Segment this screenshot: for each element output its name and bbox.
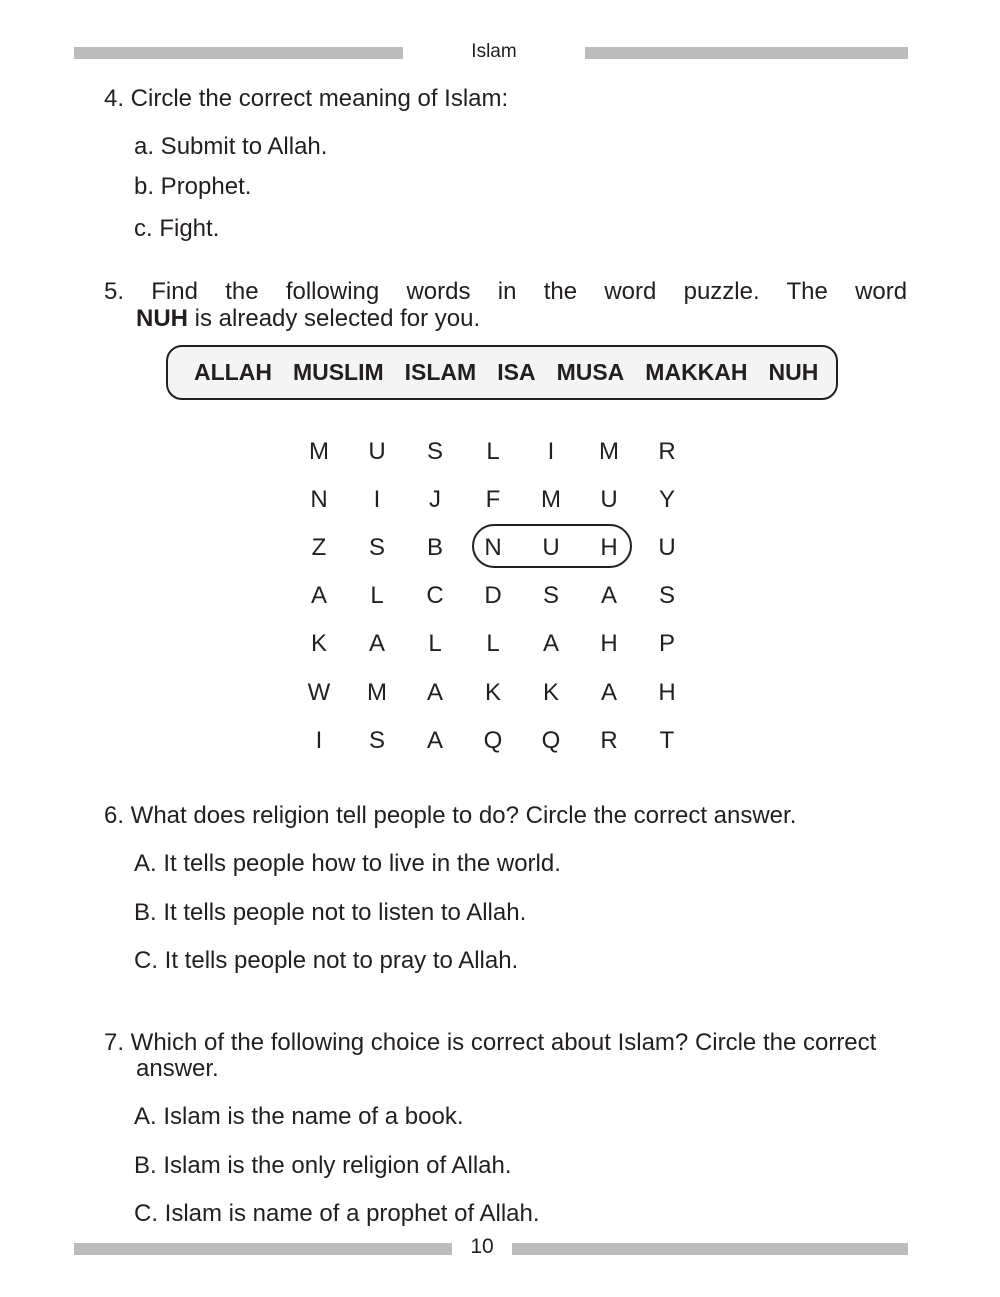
grid-row <box>290 620 696 668</box>
q5-word: word <box>855 278 908 305</box>
grid-letter[interactable]: S <box>542 582 559 609</box>
grid-letter[interactable]: A <box>426 679 443 706</box>
grid-letter[interactable]: U <box>542 534 560 561</box>
grid-letter[interactable]: K <box>542 679 559 706</box>
grid-letter[interactable]: N <box>484 534 502 561</box>
word-bank-list <box>194 347 818 398</box>
word-bank <box>166 345 838 400</box>
grid-letter[interactable]: D <box>484 582 502 609</box>
word-bank-item: NUH <box>768 359 819 385</box>
header-rule-left <box>74 47 403 59</box>
q6-option-c[interactable]: C. It tells people not to pray to Allah. <box>134 947 519 974</box>
grid-letter[interactable]: T <box>659 727 675 754</box>
grid-letter[interactable]: U <box>658 534 676 561</box>
grid-letter[interactable]: Y <box>658 486 675 513</box>
q5-word: word <box>604 278 657 305</box>
q5-word: words <box>406 278 471 305</box>
grid-letter[interactable]: M <box>541 486 561 513</box>
q7-option-a[interactable]: A. Islam is the name of a book. <box>134 1103 464 1130</box>
grid-letter[interactable]: A <box>426 727 443 754</box>
q5-bold-word: NUH <box>136 305 188 332</box>
q5-word: Find <box>151 278 198 305</box>
question-5-line1 <box>104 278 907 306</box>
page-header-title: Islam <box>471 41 517 62</box>
q5-line2-text: is already selected for you. <box>188 305 481 332</box>
grid-letter[interactable]: Q <box>541 727 561 754</box>
q7-option-c[interactable]: C. Islam is name of a prophet of Allah. <box>134 1200 540 1227</box>
grid-letter[interactable]: U <box>600 486 618 513</box>
grid-row <box>290 428 696 476</box>
grid-letter[interactable]: S <box>658 582 675 609</box>
word-bank-item: ALLAH <box>194 359 272 385</box>
grid-letter[interactable]: I <box>547 438 555 465</box>
page-number: 10 <box>470 1235 494 1258</box>
question-7-line2: answer. <box>136 1055 219 1082</box>
grid-letter[interactable]: U <box>368 438 386 465</box>
q6-option-b[interactable]: B. It tells people not to listen to Allah. <box>134 899 527 926</box>
grid-letter[interactable]: A <box>368 630 385 657</box>
grid-letter[interactable]: I <box>373 486 381 513</box>
q5-word: in <box>497 278 517 305</box>
question-5-line2 <box>136 305 480 333</box>
grid-letter[interactable]: Z <box>311 534 327 561</box>
grid-letter[interactable]: L <box>486 630 500 657</box>
grid-letter[interactable]: H <box>600 534 618 561</box>
grid-letter[interactable]: M <box>309 438 329 465</box>
grid-letter[interactable]: B <box>426 534 443 561</box>
q6-option-a[interactable]: A. It tells people how to live in the world. <box>134 850 561 877</box>
grid-letter[interactable]: W <box>307 679 331 706</box>
word-bank-item: MUSLIM <box>292 359 384 385</box>
word-bank-item: ISLAM <box>404 359 477 385</box>
grid-letter[interactable]: J <box>429 486 441 513</box>
q5-word: the <box>225 278 259 305</box>
grid-row <box>290 572 696 620</box>
grid-letter[interactable]: H <box>600 630 618 657</box>
grid-letter[interactable]: Q <box>483 727 503 754</box>
grid-letter[interactable]: M <box>599 438 619 465</box>
grid-letter[interactable]: S <box>368 727 385 754</box>
grid-letter[interactable]: I <box>315 727 323 754</box>
nuh-selection-circle <box>472 524 632 568</box>
word-bank-item: MAKKAH <box>645 359 748 385</box>
footer-rule-right <box>512 1243 908 1255</box>
q4-option-c[interactable]: c. Fight. <box>134 215 220 242</box>
grid-letter[interactable]: L <box>428 630 442 657</box>
q4-option-a[interactable]: a. Submit to Allah. <box>134 133 328 160</box>
grid-row <box>290 669 696 717</box>
header-rule-right <box>585 47 908 59</box>
footer-rule-left <box>74 1243 452 1255</box>
grid-letter[interactable]: M <box>367 679 387 706</box>
word-bank-item: ISA <box>497 359 536 385</box>
grid-letter[interactable]: L <box>370 582 384 609</box>
grid-letter[interactable]: C <box>426 582 444 609</box>
grid-letter[interactable]: F <box>485 486 501 513</box>
grid-letter[interactable]: P <box>658 630 675 657</box>
q4-option-b[interactable]: b. Prophet. <box>134 173 252 200</box>
q5-word: The <box>786 278 828 305</box>
grid-row <box>290 476 696 524</box>
q7-option-b[interactable]: B. Islam is the only religion of Allah. <box>134 1152 512 1179</box>
grid-letter[interactable]: S <box>426 438 443 465</box>
grid-letter[interactable]: K <box>484 679 501 706</box>
question-6: 6. What does religion tell people to do? Circle the correct answer. <box>104 802 797 829</box>
q5-word: 5. <box>104 278 125 305</box>
grid-letter[interactable]: R <box>658 438 676 465</box>
grid-letter[interactable]: A <box>600 679 617 706</box>
grid-letter[interactable]: A <box>542 630 559 657</box>
q5-word: the <box>543 278 578 305</box>
grid-letter[interactable]: A <box>310 582 327 609</box>
grid-row <box>290 717 696 765</box>
grid-letter[interactable]: L <box>486 438 500 465</box>
grid-letter[interactable]: S <box>368 534 385 561</box>
q5-word: puzzle. <box>683 278 760 305</box>
grid-letter[interactable]: A <box>600 582 617 609</box>
word-bank-item: MUSA <box>556 359 625 385</box>
grid-letter[interactable]: H <box>658 679 676 706</box>
q5-word: following <box>285 278 380 305</box>
grid-letter[interactable]: K <box>310 630 327 657</box>
grid-letter[interactable]: R <box>600 727 618 754</box>
question-4: 4. Circle the correct meaning of Islam: <box>104 85 509 112</box>
question-7-line1: 7. Which of the following choice is correct about Islam? Circle the correct <box>104 1029 877 1056</box>
grid-letter[interactable]: N <box>310 486 328 513</box>
